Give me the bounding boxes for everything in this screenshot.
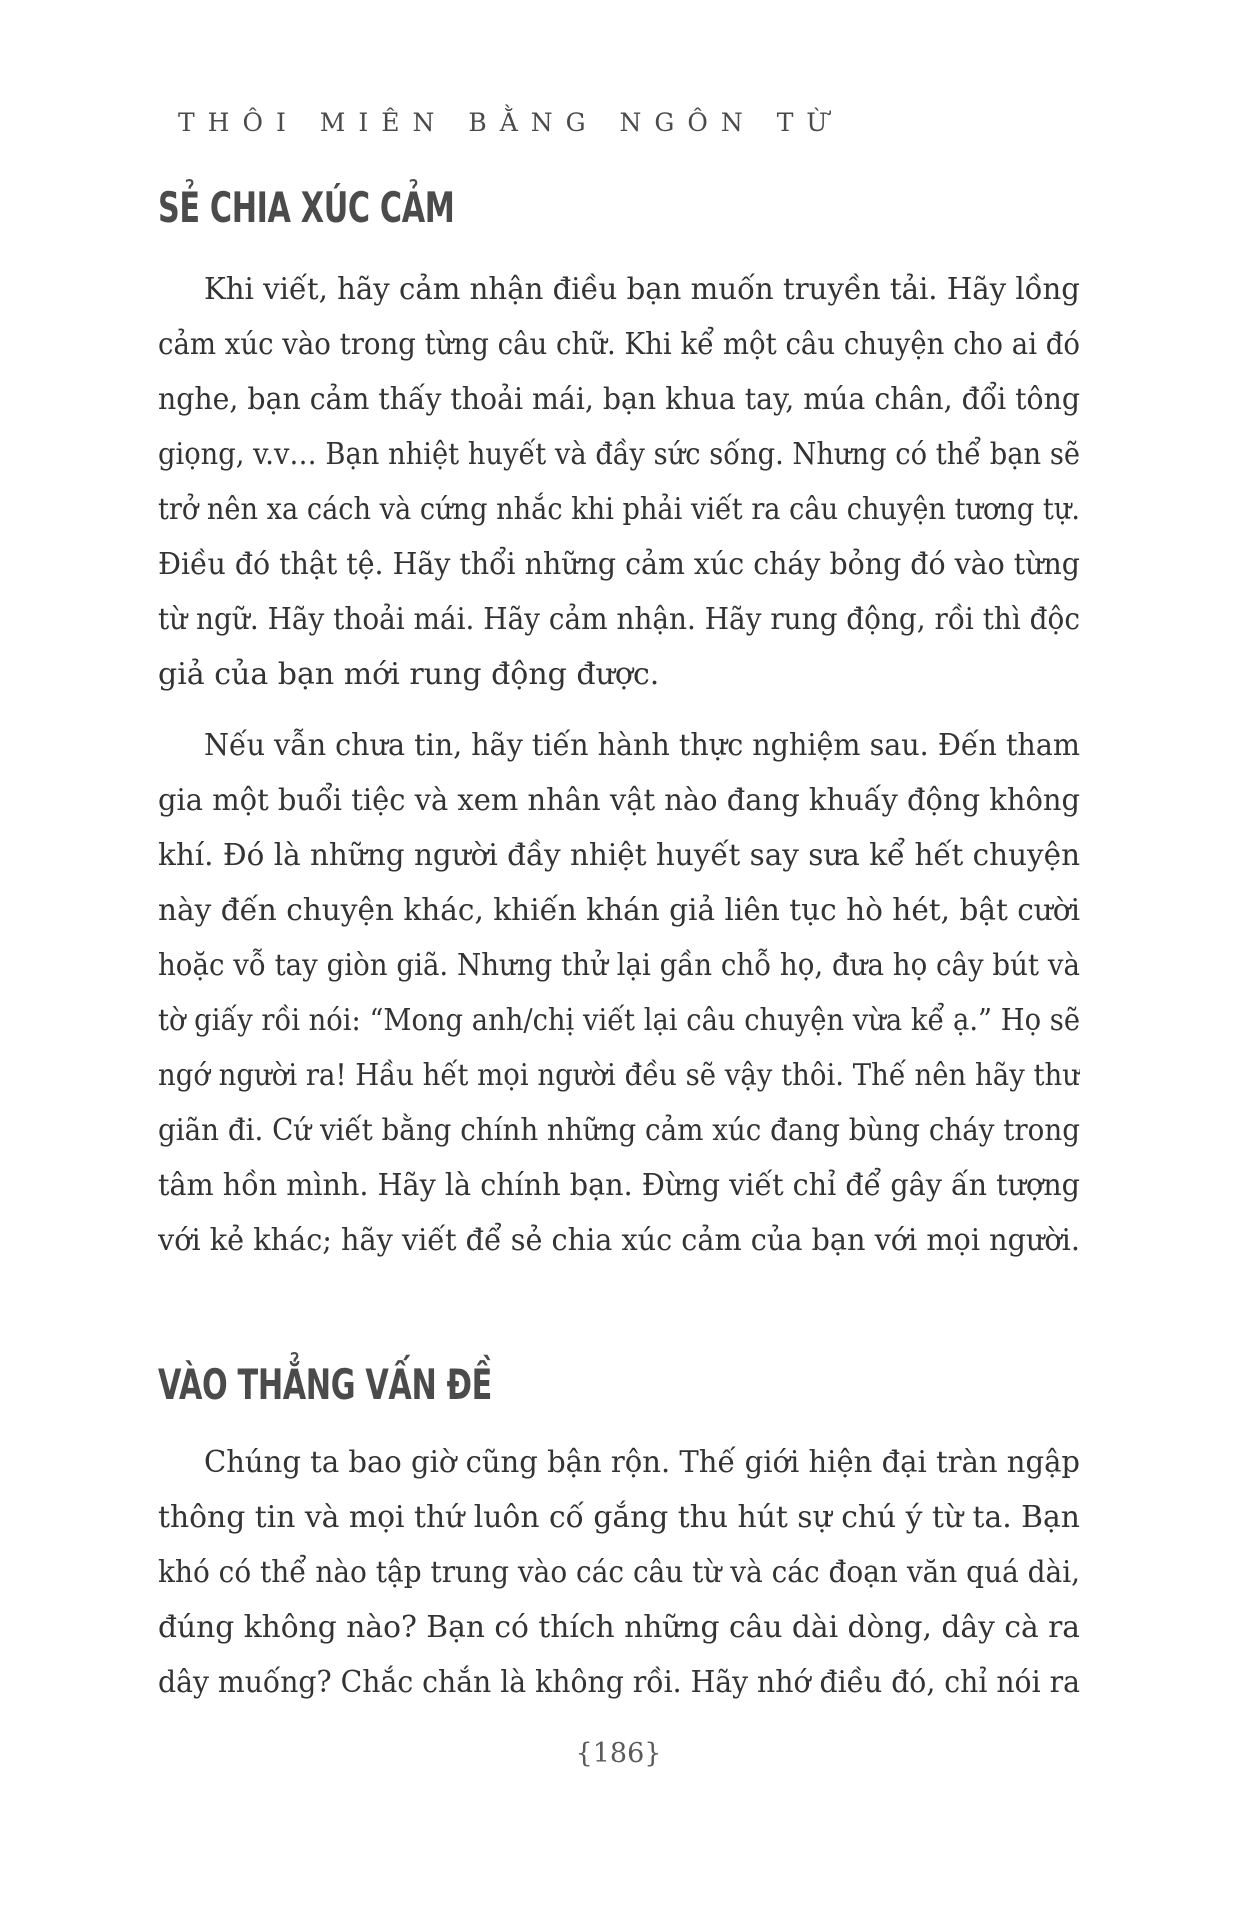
- line-text: giọng, v.v… Bạn nhiệt huyết và đầy sức sống. Nhưng có thể bạn sẽ: [158, 437, 1080, 472]
- section-heading-vao-thang-van-de: VÀO THẲNG VẤN ĐỀ: [158, 1360, 492, 1409]
- text-line: [158, 828, 1080, 883]
- line-text: từ ngữ. Hãy thoải mái. Hãy cảm nhận. Hãy rung động, rồi thì độc: [158, 602, 1080, 637]
- text-line: [158, 993, 1080, 1048]
- text-line: [158, 592, 1080, 647]
- text-line: [158, 317, 1080, 372]
- text-line: [158, 262, 1080, 317]
- line-text: khó có thể nào tập trung vào các câu từ và các đoạn văn quá dài,: [158, 1555, 1080, 1590]
- text-line: [158, 1655, 1080, 1710]
- line-text: Chúng ta bao giờ cũng bận rộn. Thế giới hiện đại tràn ngập: [204, 1445, 1080, 1480]
- text-line: [158, 1490, 1080, 1545]
- line-text: cảm xúc vào trong từng câu chữ. Khi kể một câu chuyện cho ai đó: [158, 327, 1080, 362]
- text-line: [158, 1600, 1080, 1655]
- line-text: tâm hồn mình. Hãy là chính bạn. Đừng viết chỉ để gây ấn tượng: [158, 1168, 1080, 1203]
- line-text: Điều đó thật tệ. Hãy thổi những cảm xúc cháy bỏng đó vào từng: [158, 547, 1080, 582]
- text-line: [158, 482, 1080, 537]
- text-line: [158, 647, 1080, 702]
- section-heading-se-chia-xuc-cam: SẺ CHIA XÚC CẢM: [158, 183, 455, 232]
- text-line: [158, 1103, 1080, 1158]
- line-text: hoặc vỗ tay giòn giã. Nhưng thử lại gần chỗ họ, đưa họ cây bút và: [158, 948, 1080, 983]
- text-line: [158, 1158, 1080, 1213]
- paragraph: [158, 718, 1080, 1268]
- line-text: khí. Đó là những người đầy nhiệt huyết say sưa kể hết chuyện: [158, 838, 1080, 873]
- text-line: [158, 718, 1080, 773]
- line-text: với kẻ khác; hãy viết để sẻ chia xúc cảm của bạn với mọi người.: [158, 1223, 1080, 1258]
- text-line: [158, 372, 1080, 427]
- text-line: [158, 1435, 1080, 1490]
- line-text: Khi viết, hãy cảm nhận điều bạn muốn truyền tải. Hãy lồng: [204, 272, 1080, 307]
- line-text: gia một buổi tiệc và xem nhân vật nào đang khuấy động không: [158, 783, 1080, 818]
- line-text: nghe, bạn cảm thấy thoải mái, bạn khua tay, múa chân, đổi tông: [158, 382, 1080, 417]
- line-text: giả của bạn mới rung động được.: [158, 657, 660, 692]
- text-line: [158, 773, 1080, 828]
- line-text: này đến chuyện khác, khiến khán giả liên tục hò hét, bật cười: [158, 893, 1080, 928]
- text-line: [158, 1213, 1080, 1268]
- text-line: [158, 427, 1080, 482]
- text-line: [158, 1545, 1080, 1600]
- line-text: tờ giấy rồi nói: “Mong anh/chị viết lại câu chuyện vừa kể ạ.” Họ sẽ: [158, 1003, 1080, 1038]
- text-line: [158, 1048, 1080, 1103]
- line-text: đúng không nào? Bạn có thích những câu dài dòng, dây cà ra: [158, 1610, 1080, 1645]
- line-text: ngớ người ra! Hầu hết mọi người đều sẽ vậy thôi. Thế nên hãy thư: [158, 1058, 1080, 1093]
- page-number: {186}: [575, 1738, 662, 1769]
- paragraph: [158, 1435, 1080, 1710]
- running-header: THÔI MIÊN BẰNG NGÔN TỪ: [178, 108, 841, 137]
- line-text: giãn đi. Cứ viết bằng chính những cảm xúc đang bùng cháy trong: [158, 1113, 1080, 1148]
- paragraph: [158, 262, 1080, 702]
- line-text: dây muống? Chắc chắn là không rồi. Hãy nhớ điều đó, chỉ nói ra: [158, 1665, 1080, 1700]
- text-line: [158, 883, 1080, 938]
- line-text: trở nên xa cách và cứng nhắc khi phải viết ra câu chuyện tương tự.: [158, 492, 1080, 527]
- line-text: Nếu vẫn chưa tin, hãy tiến hành thực nghiệm sau. Đến tham: [204, 728, 1080, 763]
- text-line: [158, 938, 1080, 993]
- line-text: thông tin và mọi thứ luôn cố gắng thu hút sự chú ý từ ta. Bạn: [158, 1500, 1080, 1535]
- text-line: [158, 537, 1080, 592]
